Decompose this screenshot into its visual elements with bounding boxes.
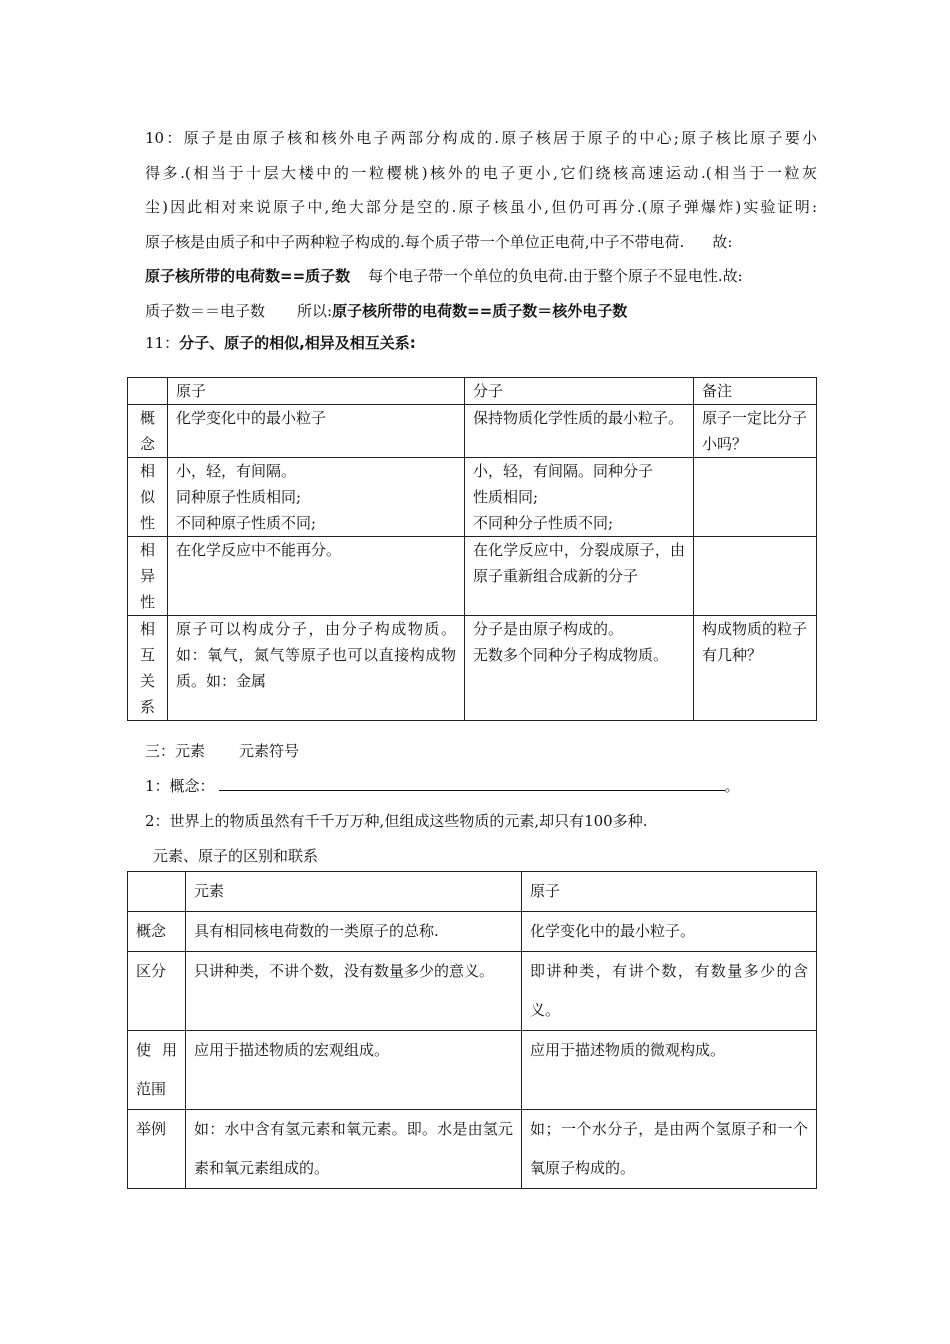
row-label <box>128 616 168 721</box>
intro-line-1: 10：原子是由原子核和核外电子两部分构成的.原子核居于原子的中心;原子核比原子要小 <box>145 129 817 147</box>
table-cell: 如；一个水分子，是由两个氢原子和一个氧原子构成的。 <box>522 1110 817 1189</box>
table-row <box>128 952 817 1031</box>
cell-line: 无数多个同种分子构成物质。 <box>473 646 669 664</box>
intro-paragraph <box>145 121 817 358</box>
intro-line-4-text: 原子核是由质子和中子两种粒子构成的.每个质子带一个单位正电荷,中子不带电荷. <box>145 232 685 251</box>
row-label-text: 相异性 <box>139 541 155 611</box>
row-label-text: 相互关系 <box>139 620 155 716</box>
table-cell <box>465 458 694 537</box>
table-row <box>128 616 817 721</box>
row-label: 概念 <box>128 912 186 952</box>
row-label: 区分 <box>128 952 186 1031</box>
section-3-title: 三：元素 <box>145 742 206 760</box>
header-cell-atom: 原子 <box>522 872 817 912</box>
intro-line-5-text: 每个电子带一个单位的负电荷.由于整个原子不显电性.故: <box>368 267 743 285</box>
item-11-number: 11： <box>145 334 180 352</box>
table-cell: 保持物质化学性质的最小粒子。 <box>465 405 694 458</box>
table-row <box>128 405 817 458</box>
table-header-row <box>128 872 817 912</box>
table-cell: 化学变化中的最小粒子 <box>168 405 465 458</box>
cell-line: 不同种原子性质不同; <box>176 514 317 532</box>
concept-fill-in <box>145 771 740 801</box>
cell-line: 分子是由原子构成的。 <box>473 620 624 638</box>
table-row <box>128 537 817 616</box>
header-cell-empty <box>128 378 168 405</box>
section-3-heading <box>145 736 299 766</box>
element-atom-table <box>127 871 817 1189</box>
table-row <box>128 1031 817 1110</box>
table-header-row <box>128 378 817 405</box>
nuclear-charge-rule: 原子核所带的电荷数==质子数 <box>145 267 351 285</box>
cell-line: 小，轻，有间隔。 <box>176 462 297 480</box>
item-11-heading <box>145 328 817 358</box>
table-row <box>128 912 817 952</box>
intro-line-3: 尘)因此相对来说原子中,绝大部分是空的.原子核虽小,但仍可再分.(原子弹爆炸)实验证明: <box>145 198 817 216</box>
intro-line-6-text: 质子数＝＝电子数 <box>145 301 266 320</box>
table-cell: 在化学反应中不能再分。 <box>168 537 465 616</box>
cell-line: 小，轻，有间隔。同种分子 <box>473 462 654 480</box>
comparison-subheading: 元素、原子的区别和联系 <box>153 847 319 865</box>
element-count-statement: 2：世界上的物质虽然有千千万万种,但组成这些物质的元素,却只有100多种. <box>145 812 648 830</box>
section-3-subtitle: 元素符号 <box>239 742 300 760</box>
concept-blank-line[interactable] <box>219 772 725 791</box>
header-cell-element: 元素 <box>186 872 522 912</box>
table-row <box>128 458 817 537</box>
cell-line: 性质相同; <box>473 488 539 506</box>
table-row <box>128 1110 817 1189</box>
charge-equality-rule: 原子核所带的电荷数==质子数＝核外电子数 <box>332 301 628 320</box>
table-cell: 化学变化中的最小粒子。 <box>522 912 817 952</box>
table-cell <box>465 616 694 721</box>
intro-line-2: 得多.(相当于十层大楼中的一粒樱桃)核外的电子更小,它们绕核高速运动.(相当于一粒灰 <box>145 163 817 182</box>
table-cell: 应用于描述物质的微观构成。 <box>522 1031 817 1110</box>
item-11-title: 分子、原子的相似,相异及相互关系: <box>179 334 416 352</box>
header-cell-atom: 原子 <box>168 378 465 405</box>
header-cell-molecule: 分子 <box>465 378 694 405</box>
table-cell: 如：水中含有氢元素和氧元素。即。水是由氢元素和氧元素组成的。 <box>186 1110 522 1189</box>
intro-line-4 <box>145 225 817 260</box>
table-cell <box>694 458 817 537</box>
table-cell: 应用于描述物质的宏观组成。 <box>186 1031 522 1110</box>
header-cell-empty <box>128 872 186 912</box>
concept-period: 。 <box>724 777 740 795</box>
row-label: 举例 <box>128 1110 186 1189</box>
header-cell-note: 备注 <box>694 378 817 405</box>
concept-label: 1：概念： <box>145 777 215 795</box>
cell-line: 不同种分子性质不同; <box>473 514 614 532</box>
row-label-text: 概念 <box>139 409 155 453</box>
intro-line-6 <box>145 294 817 329</box>
table-cell: 具有相同核电荷数的一类原子的总称. <box>186 912 522 952</box>
intro-line-5 <box>145 259 817 294</box>
row-label <box>128 405 168 458</box>
intro-line-4-end: 故: <box>712 232 733 251</box>
intro-line-6-so: 所以: <box>297 301 333 320</box>
molecule-atom-table <box>127 377 817 721</box>
cell-line: 同种原子性质相同; <box>176 488 302 506</box>
table-cell: 原子可以构成分子，由分子构成物质。如：氧气，氮气等原子也可以直接构成物质。如：金属 <box>168 616 465 721</box>
table-cell <box>694 537 817 616</box>
table-cell: 原子一定比分子小吗？ <box>694 405 817 458</box>
row-label-text: 相似性 <box>139 462 155 532</box>
table-cell <box>168 458 465 537</box>
table-cell: 即讲种类，有讲个数，有数量多少的含义。 <box>522 952 817 1031</box>
row-label <box>128 458 168 537</box>
table-cell: 在化学反应中，分裂成原子，由原子重新组合成新的分子 <box>465 537 694 616</box>
row-label <box>128 537 168 616</box>
row-label: 使用范围 <box>128 1031 186 1110</box>
table-cell: 只讲种类，不讲个数，没有数量多少的意义。 <box>186 952 522 1031</box>
table-cell: 构成物质的粒子有几种？ <box>694 616 817 721</box>
